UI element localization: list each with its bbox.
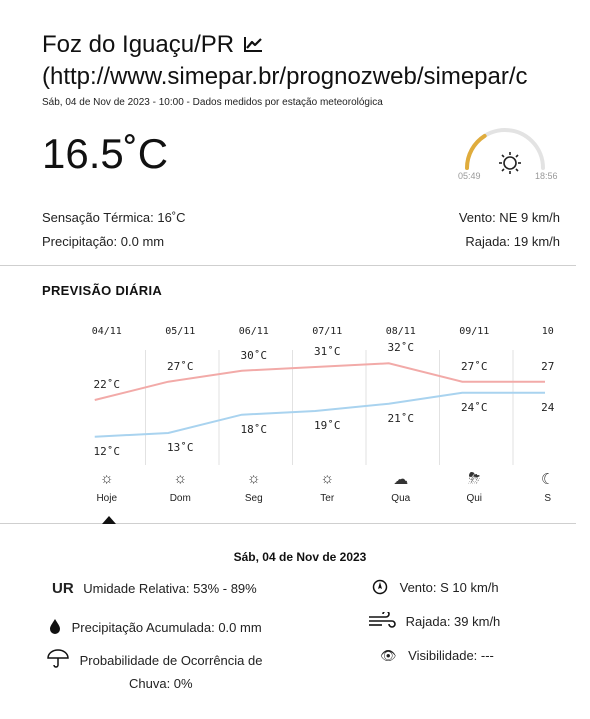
min-temp-label: 24 [541,400,555,414]
day-date: 09/11 [459,326,490,337]
rain-probability-row [46,649,262,669]
divider [0,265,576,266]
humidity-value: Umidade Relativa: 53% - 89% [83,581,257,596]
day-name: Seg [244,493,263,504]
day-date: 05/11 [165,326,196,337]
location-name: Foz do Iguaçu/PR [42,31,235,58]
min-temp-label: 21˚C [387,411,414,425]
day-date: 04/11 [91,326,122,337]
location-title [42,30,263,60]
umbrella-icon [46,649,70,669]
wind-detail: Vento: S 10 km/h [399,580,499,595]
selected-day-marker [102,516,116,525]
daily-forecast-strip[interactable] [0,320,576,520]
humidity-row [52,580,257,597]
cloud-icon: ☁ [393,471,409,488]
min-temp-label: 13˚C [167,441,194,454]
precipitation: Precipitação: 0.0 mm [42,234,165,249]
gust-detail-row [368,612,500,630]
day-date: 08/11 [385,326,416,337]
day-name: Dom [169,493,191,504]
accumulated-precipitation-row [48,618,262,635]
partial-icon: ☾ [541,471,555,488]
max-temp-label: 22˚C [93,378,120,391]
max-temp-label: 31˚C [314,345,341,358]
min-temp-label: 12˚C [93,444,120,458]
divider [0,523,576,524]
day-date: 06/11 [238,326,269,337]
sun-icon: ☼ [173,470,188,487]
sun-icon [499,152,521,174]
gust: Rajada: 19 km/h [465,234,560,249]
day-date: 07/11 [312,326,343,337]
wind-detail-row [372,579,499,595]
sunrise-time: 05:49 [458,171,481,181]
rain-probability-line2: Chuva: 0% [129,676,193,691]
selected-day-title: Sáb, 04 de Nov de 2023 [233,550,367,564]
drop-icon [48,618,62,634]
temperature-chart [0,320,576,520]
current-temperature: 16.5˚C [42,130,169,177]
gust-detail: Rajada: 39 km/h [405,614,501,629]
source-url[interactable]: (http://www.simepar.br/prognozweb/simepar/c [42,63,528,90]
feels-like: Sensação Térmica: 16˚C [42,210,186,225]
min-temp-label: 24˚C [461,400,488,414]
max-temp-label: 27˚C [167,359,194,373]
max-temp-label: 27˚C [461,359,488,373]
sunset-time: 18:56 [535,171,558,181]
measurement-timestamp: Sáb, 04 de Nov de 2023 - 10:00 - Dados medidos por estação meteorológica [42,97,383,108]
eye-icon: 👁 [380,648,397,663]
max-temp-label: 32˚C [387,341,414,355]
daily-forecast-title: PREVISÃO DIÁRIA [42,283,163,298]
humidity-abbr: UR [52,580,74,597]
sun-icon: ☼ [99,470,114,487]
day-name: Hoje [96,493,118,504]
visibility-detail: Visibilidade: --- [408,648,494,663]
day-name: Qua [391,493,411,504]
max-temp-label: 30˚C [240,348,267,362]
day-name: S [544,493,552,504]
day-date: 10 [541,326,554,337]
wind-icon [368,612,396,630]
rain-probability-line1: Probabilidade de Ocorrência de [79,653,263,668]
wind: Vento: NE 9 km/h [458,210,560,225]
max-temp-label: 27 [541,359,555,373]
visibility-row [380,648,494,664]
sun-icon: ☼ [320,470,335,487]
min-temp-label: 18˚C [240,422,267,436]
min-temp-label: 19˚C [314,419,341,432]
storm-icon: ⛈ [468,470,481,487]
day-name: Ter [320,493,335,504]
sun-icon: ☼ [246,470,261,487]
accumulated-precipitation: Precipitação Acumulada: 0.0 mm [71,620,262,635]
chart-line-icon[interactable] [243,35,263,53]
day-name: Qui [466,493,483,504]
compass-icon [372,579,388,595]
